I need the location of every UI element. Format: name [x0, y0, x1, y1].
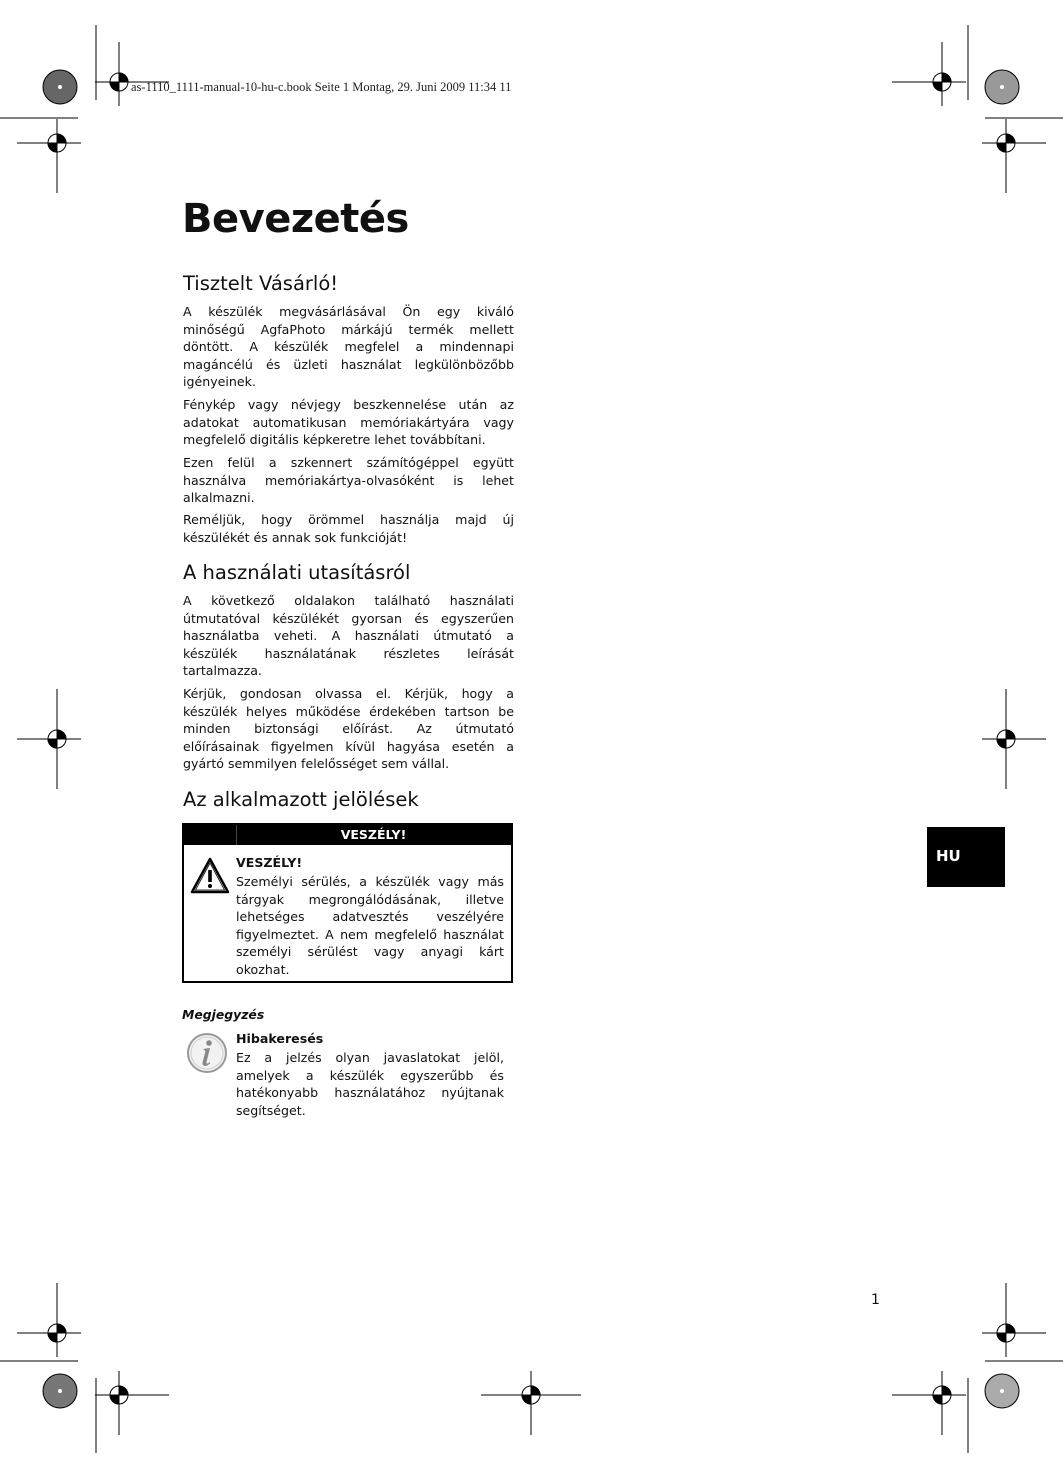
paragraph: Kérjük, gondosan olvassa el. Kérjük, hogy a készülék helyes működése érdekében tartson be minden biztonsági előírást. Az útmutató előírásainak figyelmen kívül hagyása esetén a gyártó semmilyen felelősséget sem vállal. — [183, 686, 514, 772]
crosshair-marks — [17, 42, 1046, 1435]
paragraph: A készülék megvásárlásával Ön egy kiváló minőségű AgfaPhoto márkájú termék mellett döntött. A készülék megfelel a mindennapi magáncélú és üzleti használat legkülönbözőbb igényeinek. — [183, 304, 514, 390]
paragraph: Reméljük, hogy örömmel használja majd új készülékét és annak sok funkcióját! — [183, 512, 514, 545]
page-number: 1 — [871, 1292, 880, 1308]
info-icon — [186, 1032, 228, 1074]
danger-header-bar — [184, 825, 511, 845]
section-heading-manual: A használati utasításról — [183, 561, 411, 584]
danger-text: Személyi sérülés, a készülék vagy más tárgyak megrongálódásának, illetve lehetséges adatvesztés veszélyére figyelmeztet. A nem megfelelő használat személyi sérülést vagy anyagi kárt okozhat. — [236, 874, 504, 977]
paragraph: Ezen felül a szkennert számítógéppel együtt használva memóriakártya-olvasóként is lehet alkalmazni. — [183, 455, 514, 506]
danger-header-label: VESZÉLY! — [340, 827, 407, 842]
book-file-header: as-1110_1111-manual-10-hu-c.book Seite 1 Montag, 29. Juni 2009 11:34 11 — [131, 80, 512, 94]
warning-triangle-icon — [190, 857, 230, 895]
note-title: Hibakeresés — [236, 1031, 324, 1046]
language-tab — [927, 827, 1005, 887]
note-label: Megjegyzés — [182, 1007, 265, 1022]
paragraph: Fénykép vagy névjegy beszkennelése után az adatokat automatikusan memóriakártyára vagy megfelelő digitális képkeretre lehet továbbítani. — [183, 397, 514, 448]
section-heading-greeting: Tisztelt Vásárló! — [183, 272, 339, 295]
language-tab-label: HU — [936, 847, 961, 865]
danger-notice-box — [182, 823, 513, 983]
note-text: Ez a jelzés olyan javaslatokat jelöl, amelyek a készülék egyszerűbb és hatékonyabb használatához nyújtanak segítséget. — [236, 1050, 504, 1118]
section-heading-symbols: Az alkalmazott jelölések — [183, 788, 419, 811]
page-title: Bevezetés — [182, 196, 409, 242]
paragraph: A következő oldalakon található használati útmutatóval készülékét gyorsan és egyszerűen használatba veheti. A használati útmutató a készülék használatának részletes leírását tartalmazza. — [183, 593, 514, 679]
danger-title: VESZÉLY! — [236, 855, 303, 870]
